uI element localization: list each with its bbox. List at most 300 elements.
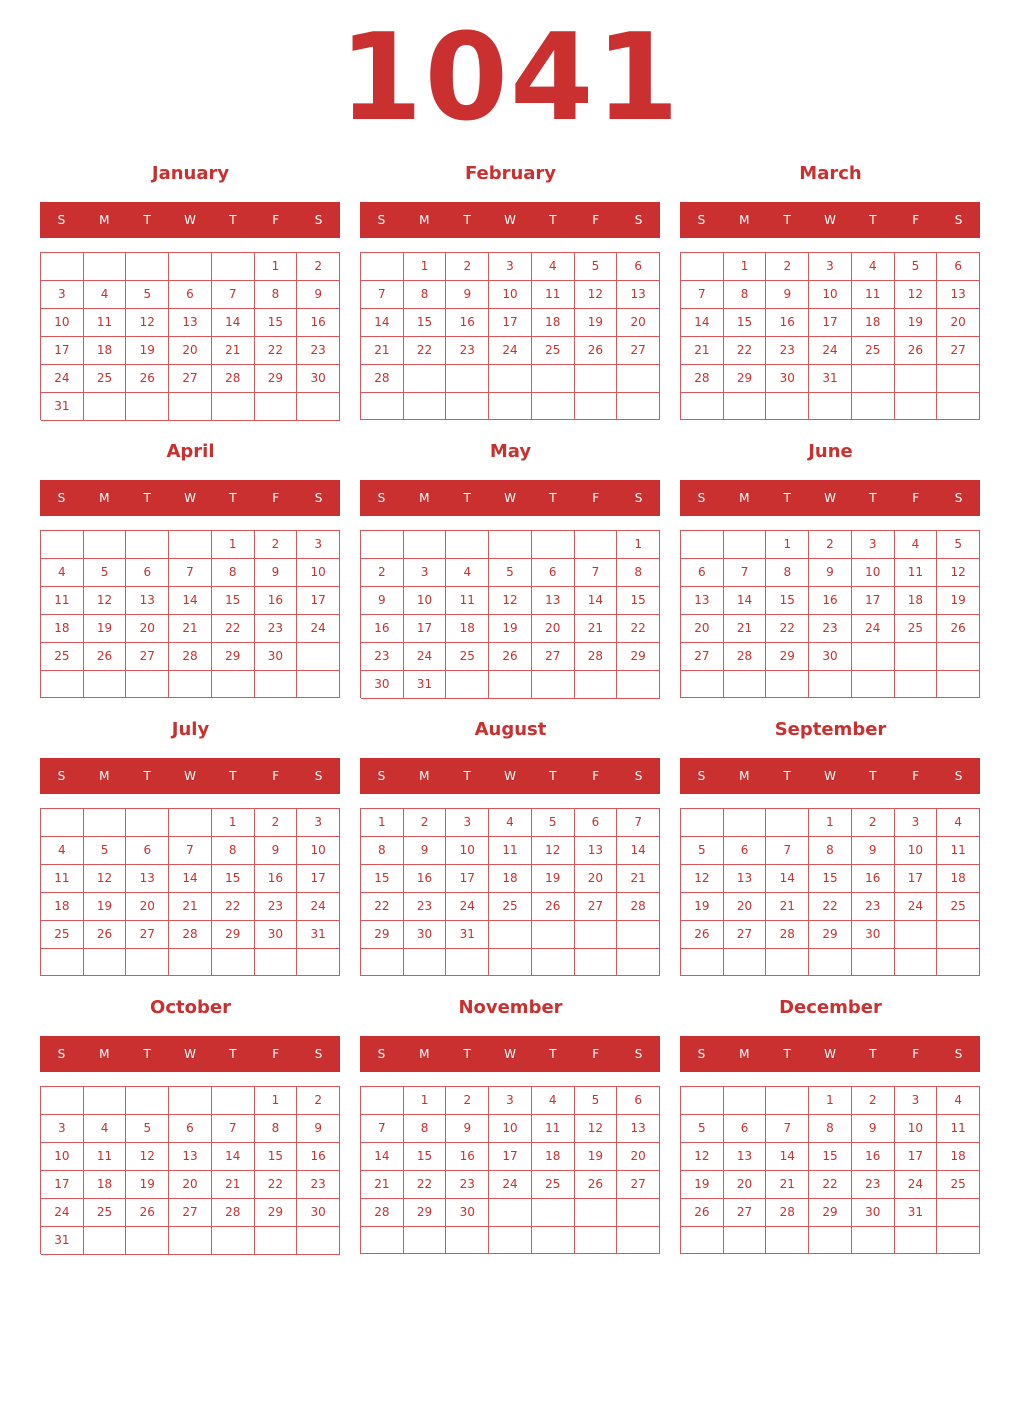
day-cell: 2: [852, 809, 895, 837]
day-cell: 31: [41, 1227, 84, 1255]
day-cell: 6: [937, 253, 980, 281]
weekday-label: S: [697, 213, 706, 227]
empty-day-cell: [766, 1227, 809, 1254]
empty-day-cell: [852, 365, 895, 393]
empty-day-cell: [532, 393, 575, 420]
day-cell: 22: [212, 615, 255, 643]
day-cell: 26: [681, 1199, 724, 1227]
weekday-label: S: [377, 769, 386, 783]
empty-day-cell: [169, 531, 212, 559]
empty-day-cell: [809, 949, 852, 976]
day-cell: 27: [532, 643, 575, 671]
weekday-label: W: [824, 213, 836, 227]
day-cell: 9: [446, 1115, 489, 1143]
empty-day-cell: [617, 671, 660, 699]
day-cell: 8: [404, 1115, 447, 1143]
weekday-label: T: [783, 491, 791, 505]
day-cell: 1: [404, 253, 447, 281]
empty-day-cell: [126, 1227, 169, 1255]
weekday-label: T: [549, 213, 557, 227]
day-cell: 9: [404, 837, 447, 865]
weekday-label: M: [739, 491, 750, 505]
day-cell: 28: [724, 643, 767, 671]
day-cell: 20: [681, 615, 724, 643]
empty-day-cell: [361, 253, 404, 281]
day-cell: 24: [489, 337, 532, 365]
day-cell: 29: [617, 643, 660, 671]
day-cell: 4: [852, 253, 895, 281]
day-cell: 4: [489, 809, 532, 837]
day-cell: 4: [41, 559, 84, 587]
day-cell: 17: [446, 865, 489, 893]
empty-day-cell: [575, 671, 618, 699]
weekday-label: T: [463, 213, 471, 227]
empty-day-cell: [532, 921, 575, 949]
day-cell: 1: [809, 1087, 852, 1115]
weekday-label: M: [419, 1047, 430, 1061]
empty-day-cell: [489, 949, 532, 976]
weekday-header: [40, 202, 340, 238]
day-cell: 24: [41, 1199, 84, 1227]
empty-day-cell: [361, 949, 404, 976]
empty-day-cell: [532, 1199, 575, 1227]
day-cell: 4: [937, 1087, 980, 1115]
day-cell: 15: [255, 309, 298, 337]
day-cell: 10: [895, 837, 938, 865]
empty-day-cell: [937, 921, 980, 949]
day-cell: 5: [84, 837, 127, 865]
empty-day-cell: [532, 531, 575, 559]
day-cell: 26: [84, 921, 127, 949]
day-cell: 29: [255, 1199, 298, 1227]
empty-day-cell: [575, 1227, 618, 1254]
day-cell: 10: [41, 1143, 84, 1171]
weekday-label: M: [99, 213, 110, 227]
empty-day-cell: [126, 949, 169, 976]
day-cell: 16: [446, 309, 489, 337]
day-cell: 6: [169, 1115, 212, 1143]
weekday-label: F: [912, 769, 920, 783]
day-cell: 27: [617, 1171, 660, 1199]
empty-day-cell: [617, 365, 660, 393]
day-cell: 21: [169, 615, 212, 643]
day-cell: 28: [169, 921, 212, 949]
weekday-label: F: [592, 491, 600, 505]
day-cell: 6: [575, 809, 618, 837]
empty-day-cell: [169, 671, 212, 698]
day-cell: 18: [489, 865, 532, 893]
day-cell: 14: [766, 1143, 809, 1171]
day-cell: 16: [852, 865, 895, 893]
weekday-label: F: [272, 213, 280, 227]
empty-day-cell: [297, 1227, 340, 1255]
weekday-header: [360, 202, 660, 238]
day-cell: 15: [212, 865, 255, 893]
weekday-label: F: [592, 1047, 600, 1061]
weekday-label: S: [697, 769, 706, 783]
empty-day-cell: [404, 393, 447, 420]
empty-day-cell: [724, 809, 767, 837]
day-cell: 12: [895, 281, 938, 309]
weekday-label: T: [143, 213, 151, 227]
weekday-label: S: [314, 769, 323, 783]
weekday-label: M: [739, 769, 750, 783]
empty-day-cell: [212, 393, 255, 421]
day-cell: 4: [446, 559, 489, 587]
empty-day-cell: [575, 393, 618, 420]
empty-day-cell: [361, 1227, 404, 1254]
weekday-label: S: [57, 491, 66, 505]
day-cell: 3: [489, 1087, 532, 1115]
empty-day-cell: [84, 949, 127, 976]
day-cell: 17: [297, 587, 340, 615]
weekday-label: S: [954, 769, 963, 783]
day-grid: [680, 1086, 980, 1254]
day-cell: 11: [41, 587, 84, 615]
day-cell: 14: [361, 309, 404, 337]
day-cell: 2: [297, 1087, 340, 1115]
weekday-header: [680, 758, 980, 794]
empty-day-cell: [404, 531, 447, 559]
day-cell: 20: [617, 1143, 660, 1171]
weekday-label: T: [143, 491, 151, 505]
empty-day-cell: [297, 949, 340, 976]
empty-day-cell: [446, 949, 489, 976]
day-cell: 1: [617, 531, 660, 559]
day-cell: 4: [937, 809, 980, 837]
day-cell: 13: [532, 587, 575, 615]
weekday-label: M: [739, 1047, 750, 1061]
day-cell: 8: [617, 559, 660, 587]
day-cell: 20: [937, 309, 980, 337]
weekday-label: T: [783, 769, 791, 783]
empty-day-cell: [84, 1227, 127, 1255]
empty-day-cell: [489, 393, 532, 420]
empty-day-cell: [297, 393, 340, 421]
day-cell: 30: [255, 921, 298, 949]
empty-day-cell: [212, 1227, 255, 1255]
day-cell: 7: [724, 559, 767, 587]
day-cell: 21: [212, 1171, 255, 1199]
empty-day-cell: [532, 949, 575, 976]
weekday-header: [40, 758, 340, 794]
day-cell: 27: [169, 1199, 212, 1227]
day-cell: 5: [532, 809, 575, 837]
day-cell: 13: [617, 1115, 660, 1143]
weekday-label: W: [184, 491, 196, 505]
day-cell: 8: [404, 281, 447, 309]
day-cell: 17: [41, 337, 84, 365]
day-cell: 7: [212, 1115, 255, 1143]
day-cell: 19: [681, 893, 724, 921]
weekday-label: T: [463, 769, 471, 783]
day-cell: 12: [681, 1143, 724, 1171]
day-cell: 25: [937, 893, 980, 921]
day-cell: 4: [41, 837, 84, 865]
empty-day-cell: [937, 949, 980, 976]
day-cell: 15: [766, 587, 809, 615]
empty-day-cell: [937, 643, 980, 671]
day-cell: 25: [84, 365, 127, 393]
empty-day-cell: [41, 671, 84, 698]
day-cell: 13: [617, 281, 660, 309]
day-cell: 20: [724, 893, 767, 921]
empty-day-cell: [126, 393, 169, 421]
day-cell: 24: [895, 893, 938, 921]
day-cell: 20: [532, 615, 575, 643]
day-cell: 26: [681, 921, 724, 949]
day-cell: 18: [937, 865, 980, 893]
day-cell: 2: [361, 559, 404, 587]
empty-day-cell: [84, 1087, 127, 1115]
day-cell: 22: [404, 1171, 447, 1199]
empty-day-cell: [681, 393, 724, 420]
empty-day-cell: [255, 671, 298, 698]
day-cell: 22: [404, 337, 447, 365]
empty-day-cell: [489, 365, 532, 393]
day-cell: 9: [852, 837, 895, 865]
day-cell: 11: [489, 837, 532, 865]
day-cell: 18: [852, 309, 895, 337]
day-cell: 20: [169, 1171, 212, 1199]
day-cell: 15: [724, 309, 767, 337]
day-grid: [40, 530, 340, 698]
day-cell: 30: [766, 365, 809, 393]
day-cell: 25: [84, 1199, 127, 1227]
day-cell: 1: [404, 1087, 447, 1115]
empty-day-cell: [255, 393, 298, 421]
day-cell: 16: [852, 1143, 895, 1171]
day-cell: 7: [617, 809, 660, 837]
day-cell: 25: [41, 921, 84, 949]
day-cell: 11: [937, 1115, 980, 1143]
day-cell: 16: [446, 1143, 489, 1171]
day-cell: 18: [84, 1171, 127, 1199]
empty-day-cell: [852, 949, 895, 976]
day-cell: 21: [169, 893, 212, 921]
empty-day-cell: [126, 671, 169, 698]
day-cell: 24: [297, 615, 340, 643]
empty-day-cell: [575, 1199, 618, 1227]
day-cell: 4: [895, 531, 938, 559]
day-cell: 9: [361, 587, 404, 615]
day-cell: 10: [809, 281, 852, 309]
day-cell: 9: [297, 281, 340, 309]
day-cell: 29: [809, 1199, 852, 1227]
day-cell: 14: [575, 587, 618, 615]
day-grid: [680, 530, 980, 698]
empty-day-cell: [852, 671, 895, 698]
day-cell: 6: [617, 253, 660, 281]
empty-day-cell: [895, 1227, 938, 1254]
empty-day-cell: [617, 1199, 660, 1227]
weekday-label: T: [229, 213, 237, 227]
day-cell: 17: [809, 309, 852, 337]
day-cell: 30: [404, 921, 447, 949]
empty-day-cell: [575, 921, 618, 949]
empty-day-cell: [489, 921, 532, 949]
day-cell: 25: [895, 615, 938, 643]
day-cell: 11: [852, 281, 895, 309]
empty-day-cell: [895, 643, 938, 671]
day-cell: 19: [84, 893, 127, 921]
empty-day-cell: [169, 253, 212, 281]
weekday-label: M: [419, 769, 430, 783]
day-cell: 5: [895, 253, 938, 281]
day-cell: 3: [297, 809, 340, 837]
day-cell: 19: [532, 865, 575, 893]
empty-day-cell: [446, 393, 489, 420]
weekday-label: W: [504, 769, 516, 783]
day-cell: 30: [297, 365, 340, 393]
empty-day-cell: [766, 671, 809, 698]
day-cell: 23: [852, 1171, 895, 1199]
day-cell: 23: [446, 1171, 489, 1199]
day-cell: 12: [84, 587, 127, 615]
day-cell: 17: [297, 865, 340, 893]
day-cell: 28: [766, 921, 809, 949]
day-cell: 27: [575, 893, 618, 921]
weekday-label: S: [57, 1047, 66, 1061]
day-cell: 16: [297, 309, 340, 337]
day-cell: 4: [84, 281, 127, 309]
day-cell: 20: [724, 1171, 767, 1199]
day-cell: 14: [724, 587, 767, 615]
empty-day-cell: [852, 643, 895, 671]
day-cell: 17: [895, 865, 938, 893]
day-cell: 15: [212, 587, 255, 615]
day-cell: 3: [297, 531, 340, 559]
empty-day-cell: [84, 253, 127, 281]
day-cell: 26: [575, 337, 618, 365]
day-cell: 22: [255, 1171, 298, 1199]
day-cell: 6: [169, 281, 212, 309]
day-cell: 27: [724, 1199, 767, 1227]
empty-day-cell: [895, 949, 938, 976]
day-cell: 8: [255, 281, 298, 309]
day-cell: 27: [681, 643, 724, 671]
empty-day-cell: [361, 531, 404, 559]
empty-day-cell: [489, 531, 532, 559]
empty-day-cell: [617, 1227, 660, 1254]
day-cell: 16: [255, 865, 298, 893]
day-cell: 24: [809, 337, 852, 365]
day-cell: 7: [361, 281, 404, 309]
day-cell: 30: [852, 921, 895, 949]
empty-day-cell: [532, 1227, 575, 1254]
day-cell: 17: [852, 587, 895, 615]
day-cell: 23: [361, 643, 404, 671]
day-cell: 17: [895, 1143, 938, 1171]
day-cell: 2: [852, 1087, 895, 1115]
weekday-label: W: [504, 491, 516, 505]
day-cell: 5: [126, 281, 169, 309]
day-cell: 15: [255, 1143, 298, 1171]
day-cell: 1: [766, 531, 809, 559]
weekday-label: F: [272, 491, 280, 505]
day-cell: 11: [84, 309, 127, 337]
day-cell: 5: [937, 531, 980, 559]
day-cell: 26: [532, 893, 575, 921]
day-grid: [360, 1086, 660, 1254]
day-cell: 1: [212, 809, 255, 837]
empty-day-cell: [489, 671, 532, 699]
day-cell: 26: [895, 337, 938, 365]
empty-day-cell: [212, 1087, 255, 1115]
day-cell: 27: [937, 337, 980, 365]
day-cell: 13: [937, 281, 980, 309]
empty-day-cell: [937, 393, 980, 420]
day-cell: 20: [575, 865, 618, 893]
day-cell: 22: [809, 1171, 852, 1199]
day-cell: 9: [852, 1115, 895, 1143]
weekday-label: S: [634, 1047, 643, 1061]
day-cell: 5: [575, 253, 618, 281]
day-cell: 20: [126, 893, 169, 921]
day-cell: 8: [255, 1115, 298, 1143]
day-cell: 9: [297, 1115, 340, 1143]
empty-day-cell: [937, 1227, 980, 1254]
day-cell: 2: [446, 253, 489, 281]
day-cell: 30: [297, 1199, 340, 1227]
day-cell: 7: [212, 281, 255, 309]
day-cell: 28: [361, 1199, 404, 1227]
day-cell: 6: [532, 559, 575, 587]
empty-day-cell: [766, 393, 809, 420]
empty-day-cell: [575, 949, 618, 976]
day-cell: 29: [404, 1199, 447, 1227]
day-cell: 11: [895, 559, 938, 587]
empty-day-cell: [895, 365, 938, 393]
empty-day-cell: [852, 1227, 895, 1254]
day-cell: 7: [681, 281, 724, 309]
weekday-label: T: [463, 491, 471, 505]
day-cell: 9: [809, 559, 852, 587]
day-cell: 26: [126, 1199, 169, 1227]
day-cell: 25: [446, 643, 489, 671]
empty-day-cell: [169, 393, 212, 421]
weekday-label: S: [314, 213, 323, 227]
day-cell: 19: [126, 337, 169, 365]
empty-day-cell: [895, 921, 938, 949]
weekday-label: S: [954, 213, 963, 227]
empty-day-cell: [41, 1087, 84, 1115]
day-cell: 17: [41, 1171, 84, 1199]
empty-day-cell: [361, 1087, 404, 1115]
weekday-label: S: [377, 213, 386, 227]
empty-day-cell: [297, 643, 340, 671]
weekday-label: F: [272, 769, 280, 783]
day-cell: 3: [852, 531, 895, 559]
day-cell: 11: [84, 1143, 127, 1171]
day-cell: 14: [212, 1143, 255, 1171]
empty-day-cell: [446, 365, 489, 393]
empty-day-cell: [617, 949, 660, 976]
empty-day-cell: [681, 1087, 724, 1115]
weekday-header: [360, 758, 660, 794]
weekday-label: F: [912, 1047, 920, 1061]
day-cell: 16: [404, 865, 447, 893]
day-cell: 23: [297, 337, 340, 365]
day-cell: 27: [126, 643, 169, 671]
month-name: August: [474, 719, 547, 740]
day-cell: 18: [532, 1143, 575, 1171]
day-cell: 18: [41, 615, 84, 643]
weekday-label: T: [549, 491, 557, 505]
day-cell: 22: [617, 615, 660, 643]
day-cell: 31: [809, 365, 852, 393]
day-cell: 8: [766, 559, 809, 587]
